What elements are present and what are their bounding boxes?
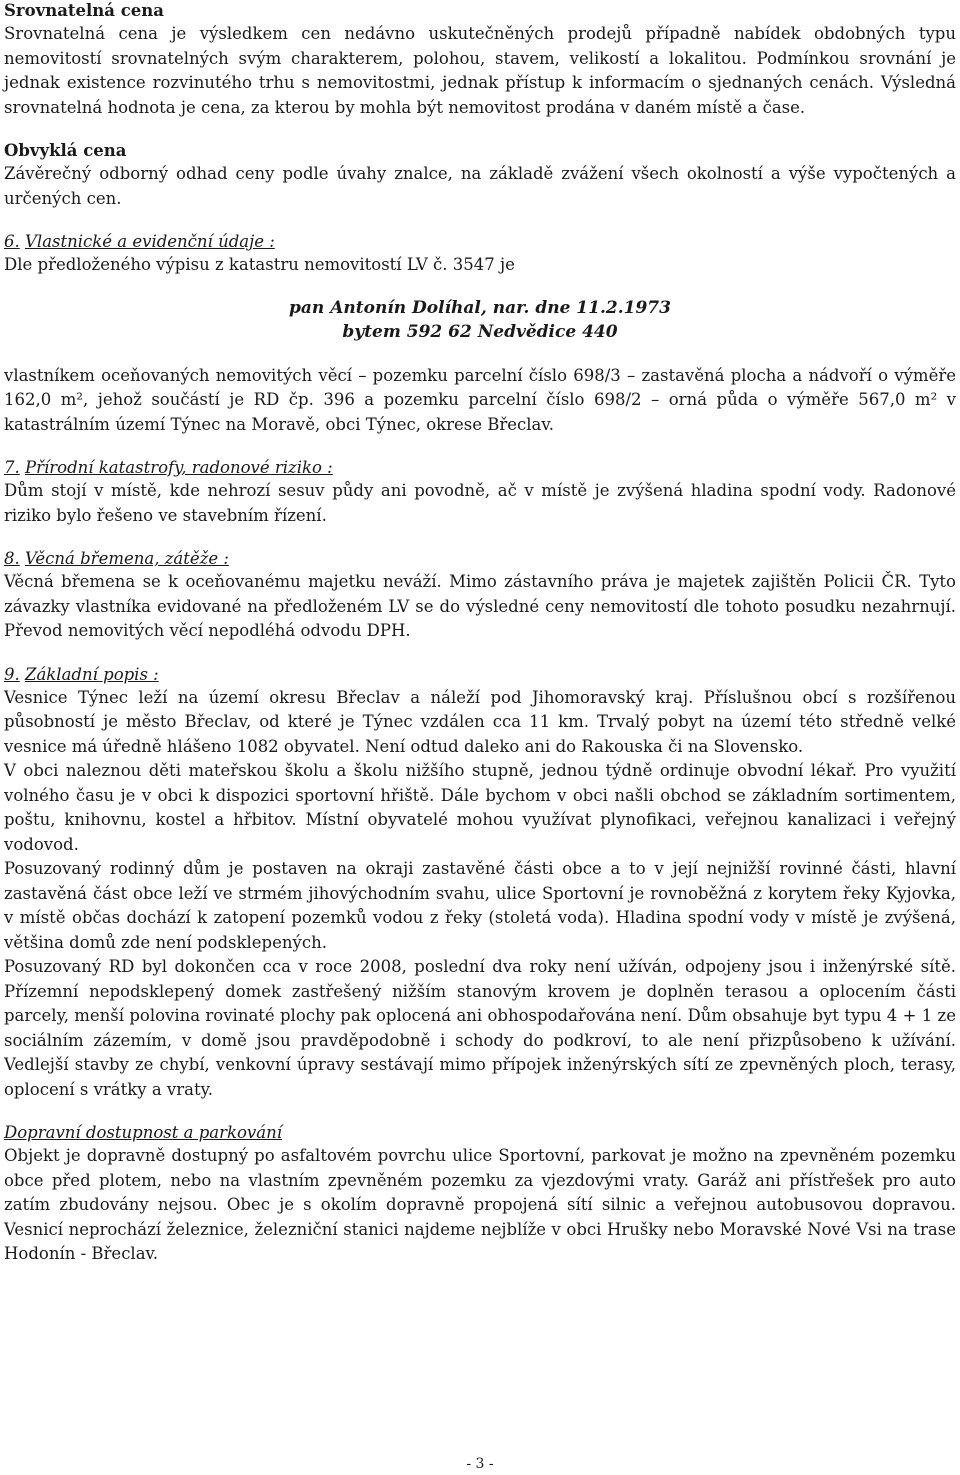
section-paragraph: Srovnatelná cena je výsledkem cen nedávno uskutečněných prodejů případně nabídek obdobných typu nemovitostí srovnatelných svým charakterem, polohou, stavem, velikostí a lokalitou. Podmínkou srovnání je jednak existence rozvinutého trhu s nemovitostmi, jednak přístup k informacím o sjednaných cenách. Výsledná srovnatelná hodnota je cena, za kterou by mohla být nemovitost prodána v daném místě a čase.: [4, 24, 956, 117]
section-paragraph: Závěrečný odborný odhad ceny podle úvahy znalce, na základě zvážení všech okolností a výše vypočtených a určených cen.: [4, 164, 956, 208]
section-srovnatelna-cena: [4, 0, 956, 120]
section-intro: Dle předloženého výpisu z katastru nemovitostí LV č. 3547 je: [4, 255, 515, 274]
section-number: 9.: [4, 664, 20, 684]
section-paragraph: Dům stojí v místě, kde nehrozí sesuv půdy ani povodně, ač v místě je zvýšená hladina spodní vody. Radonové riziko bylo řešeno ve stavebním řízení.: [4, 481, 956, 525]
section-heading: Obvyklá cena: [4, 141, 127, 160]
section-heading: [4, 548, 956, 570]
section-number: 8.: [4, 549, 20, 568]
section-heading: [4, 457, 956, 479]
section-heading: [4, 664, 956, 686]
section-title: Přírodní katastrofy, radonové riziko :: [25, 458, 333, 477]
owner-name: pan Antonín Dolíhal, nar. dne 11.2.1973: [289, 297, 671, 318]
section-obvykla-cena: [4, 140, 956, 211]
section-paragraph: Posuzovaný RD byl dokončen cca v roce 2008, poslední dva roky není užíván, odpojeny jsou i inženýrské sítě. Přízemní nepodsklepený domek zastřešený nižším stanovým krovem je doplněn terasou a oplocením části parcely, menší polovina rovinaté plochy pak oplocená ani obhospodařována není. Dům obsahuje byt typu 4 + 1 ze sociálním zázemím, v domě jsou pravděpodobně i schody do podkroví, to ale není přizpůsobeno k užívání. Vedlejší stavby ze chybí, venkovní úpravy sestávají mimo přípojek inženýrských sítí ze zpevněných ploch, terasy, oplocení s vrátky a vraty.: [4, 957, 956, 1099]
section-number: 7.: [4, 458, 20, 477]
section-7: [4, 457, 956, 528]
page-number: - 3 -: [466, 1456, 494, 1472]
section-paragraph: Věcná břemena se k oceňovanému majetku neváží. Mimo zástavního práva je majetek zajištěn Policii ČR. Tyto závazky vlastníka evidované na předloženém LV se do výsledné ceny nemovitostí dle tohoto posudku nezahrnují. Převod nemovitých věcí nepodléhá odvodu DPH.: [4, 572, 956, 640]
section-paragraph: Objekt je dopravně dostupný po asfaltovém povrchu ulice Sportovní, parkovat je možno na zpevněném pozemku obce před plotem, nebo na vlastním zpevněném pozemku za vjezdovými vraty. Garáž ani přístřešek pro auto zatím zbudovány nejsou. Obec je s okolím dopravně propojená sítí silnic a veřejnou autobusovou dopravou. Vesnicí neprochází železnice, železniční stanici najdeme nejblíže v obci Hrušky nebo Moravské Nové Vsi na trase Hodonín - Břeclav.: [4, 1146, 956, 1263]
section-6: [4, 231, 956, 437]
section-heading: Dopravní dostupnost a parkování: [4, 1123, 282, 1142]
section-title: Vlastnické a evidenční údaje :: [25, 232, 275, 251]
section-title: Věcná břemena, zátěže :: [25, 549, 229, 568]
section-paragraph: Posuzovaný rodinný dům je postaven na okraji zastavěné části obce a to v její nejnižší rovinné části, hlavní zastavěná část obce leží ve strmém jihovýchodním svahu, ulice Sportovní je rovnoběžná z korytem řeky Kyjovka, v místě občas dochází k zatopení pozemků vodou z řeky (stoletá voda). Hladina spodní vody v místě je zvýšená, většina domů zde není podsklepených.: [4, 859, 956, 952]
section-heading: [4, 231, 956, 253]
owner-address: bytem 592 62 Nedvědice 440: [342, 321, 618, 342]
section-paragraph: vlastníkem oceňovaných nemovitých věcí – pozemku parcelní číslo 698/3 – zastavěná plocha a nádvoří o výměře 162,0 m², jehož součástí je RD čp. 396 a pozemku parcelní číslo 698/2 – orná půda o výměře 567,0 m² v katastrálním území Týnec na Moravě, obci Týnec, okrese Břeclav.: [4, 365, 956, 434]
section-9: [4, 664, 956, 1103]
section-paragraph: Vesnice Týnec leží na území okresu Břeclav a náleží pod Jihomoravský kraj. Příslušnou obcí s rozšířenou působností je město Břeclav, od které je Týnec vzdálen cca 11 km. Trvalý pobyt na území této středně velké vesnice má úředně hlášeno 1082 obyvatel. Není odtud daleko ani do Rakouska či na Slovensko.: [4, 687, 956, 756]
section-heading: Srovnatelná cena: [4, 1, 164, 20]
section-8: [4, 548, 956, 644]
section-paragraph: V obci naleznou děti mateřskou školu a školu nižšího stupně, jednou týdně ordinuje obvodní lékař. Pro využití volného času je v obci k dispozici sportovní hřiště. Dále bychom v obci našli obchod se základním sortimentem, poštu, knihovnu, kostel a hřbitov. Místní obyvatelé mohou využívat plynofikaci, veřejnou kanalizaci i veřejný vodovod.: [4, 761, 956, 854]
section-number: 6.: [4, 232, 20, 251]
section-title: Základní popis :: [25, 664, 159, 684]
section-doprava: [4, 1122, 956, 1267]
